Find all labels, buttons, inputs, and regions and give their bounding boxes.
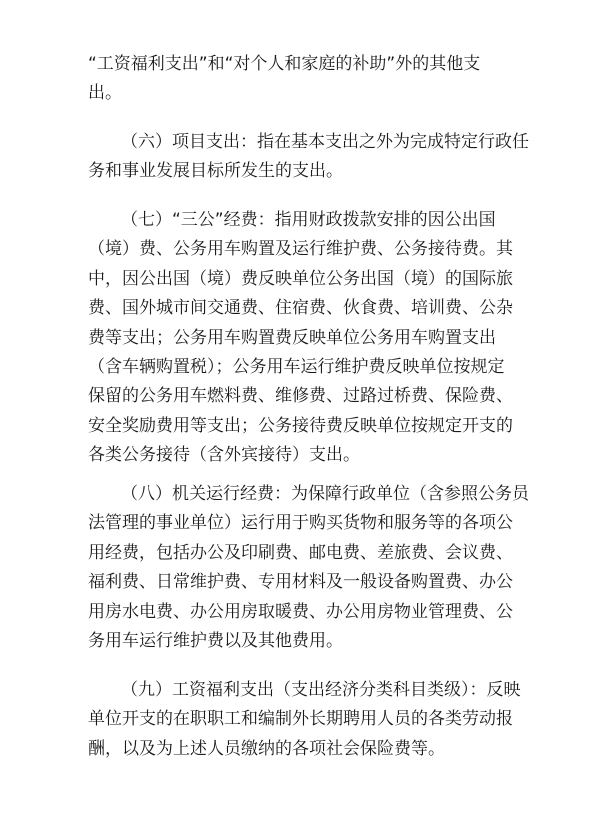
- text-line: 单位开支的在职职工和编制外长期聘用人员的各类劳动报: [88, 709, 513, 730]
- text-line: 保留的公务用车燃料费、维修费、过路过桥费、保险费、: [88, 386, 513, 407]
- text-line: 中，因公出国（境）费反映单位公务出国（境）的国际旅: [88, 268, 513, 289]
- paragraph-project-expenditure: [88, 128, 528, 187]
- text-line: 酬，以及为上述人员缴纳的各项社会保险费等。: [88, 738, 445, 759]
- text-line: 务用车运行维护费以及其他费用。: [88, 631, 343, 652]
- text-line: （六）项目支出：指在基本支出之外为完成特定行政任: [121, 132, 529, 152]
- text-line: （含车辆购置税）；公务用车运行维护费反映单位按规定: [88, 357, 505, 378]
- text-line: （七）“三公”经费：指用财政拨款安排的因公出国: [121, 210, 496, 230]
- text-line: 务和事业发展目标所发生的支出。: [88, 161, 343, 182]
- text-line: （八）机关运行经费：为保障行政单位（含参照公务员: [121, 484, 529, 504]
- text-line: 福利费、日常维护费、专用材料及一般设备购置费、办公: [88, 572, 513, 593]
- text-line: 用经费，包括办公及印刷费、邮电费、差旅费、会议费、: [88, 542, 513, 563]
- text-line: “工资福利支出”和“对个人和家庭的补助”外的其他支: [88, 54, 481, 74]
- text-line: 法管理的事业单位）运行用于购买货物和服务等的各项公: [88, 513, 513, 534]
- text-line: （境）费、公务用车购置及运行维护费、公务接待费。其: [88, 239, 513, 260]
- text-line: （九）工资福利支出（支出经济分类科目类级）：反映: [121, 680, 521, 700]
- text-line: 出。: [88, 83, 122, 104]
- text-line: 安全奖励费用等支出；公务接待费反映单位按规定开支的: [88, 415, 513, 436]
- paragraph-operating-expenses: [88, 480, 528, 656]
- text-line: 用房水电费、办公用房取暖费、办公用房物业管理费、公: [88, 601, 513, 622]
- text-line: 各类公务接待（含外宾接待）支出。: [88, 445, 360, 466]
- paragraph-three-public-expenses: [88, 206, 528, 471]
- paragraph-expenditure-continuation: [88, 50, 528, 109]
- text-line: 费、国外城市间交通费、住宿费、伙食费、培训费、公杂: [88, 298, 513, 319]
- text-line: 费等支出；公务用车购置费反映单位公务用车购置支出: [88, 327, 496, 348]
- paragraph-salary-welfare: [88, 676, 528, 764]
